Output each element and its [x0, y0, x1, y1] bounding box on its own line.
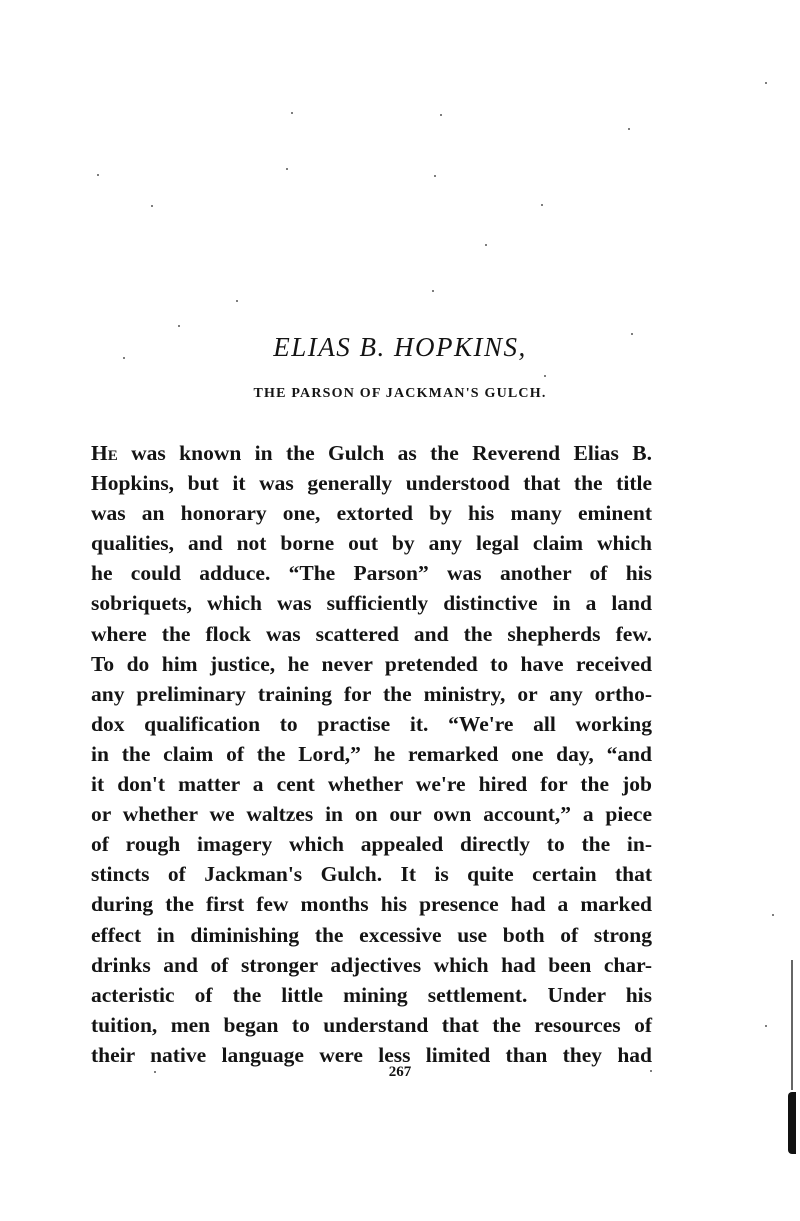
- print-speck: [765, 1025, 767, 1027]
- text-line: where the flock was scattered and the shepherds few.: [91, 621, 652, 646]
- print-speck: [178, 325, 180, 327]
- text-line: To do him justice, he never pretended to have received: [91, 651, 652, 676]
- text-line: in the claim of the Lord,” he remarked one day, “and: [91, 741, 652, 766]
- text-line: or whether we waltzes in on our own account,” a piece: [91, 802, 652, 827]
- text-line: tuition, men began to understand that the resources of: [91, 1012, 652, 1037]
- text-line: he could adduce. “The Parson” was another of his: [91, 561, 652, 586]
- text-line: dox qualification to practise it. “We're all working: [91, 711, 652, 736]
- text-line: their native language were less limited than they had: [91, 1042, 652, 1067]
- text-line: of rough imagery which appealed directly to the in-: [91, 832, 652, 857]
- body-paragraph: [91, 438, 652, 1070]
- text-line: qualities, and not borne out by any legal claim which: [91, 531, 652, 556]
- text-line: drinks and of stronger adjectives which had been char-: [91, 952, 652, 977]
- print-speck: [151, 205, 153, 207]
- text-line: was an honorary one, extorted by his many eminent: [91, 501, 652, 526]
- text-line: any preliminary training for the ministry, or any ortho-: [91, 681, 652, 706]
- text-line: during the first few months his presence had a marked: [91, 892, 652, 917]
- print-speck: [485, 244, 487, 246]
- text-line: stincts of Jackman's Gulch. It is quite certain that: [91, 862, 652, 887]
- text-line: effect in diminishing the excessive use both of strong: [91, 922, 652, 947]
- opening-word: He: [91, 441, 118, 465]
- print-speck: [291, 112, 293, 114]
- chapter-title: ELIAS B. HOPKINS,: [273, 332, 527, 362]
- print-speck: [440, 114, 442, 116]
- print-speck: [544, 375, 546, 377]
- page-number: 267: [388, 1064, 412, 1080]
- text-line: acteristic of the little mining settlement. Under his: [91, 982, 652, 1007]
- print-speck: [772, 914, 774, 916]
- print-speck: [97, 174, 99, 176]
- print-speck: [541, 204, 543, 206]
- print-speck: [628, 128, 630, 130]
- text-line: Hopkins, but it was generally understood that the title: [91, 471, 652, 496]
- print-speck: [434, 175, 436, 177]
- chapter-subtitle: THE PARSON OF JACKMAN'S GULCH.: [253, 386, 547, 401]
- text-line: sobriquets, which was sufficiently distinctive in a land: [91, 591, 652, 616]
- text-line: [91, 438, 652, 468]
- print-speck: [286, 168, 288, 170]
- text-line: it don't matter a cent whether we're hired for the job: [91, 772, 652, 797]
- print-speck: [432, 290, 434, 292]
- scan-edge-mark: [788, 1092, 796, 1154]
- print-speck: [765, 82, 767, 84]
- print-speck: [236, 300, 238, 302]
- text-line-content: was known in the Gulch as the Reverend Elias B.: [117, 441, 652, 465]
